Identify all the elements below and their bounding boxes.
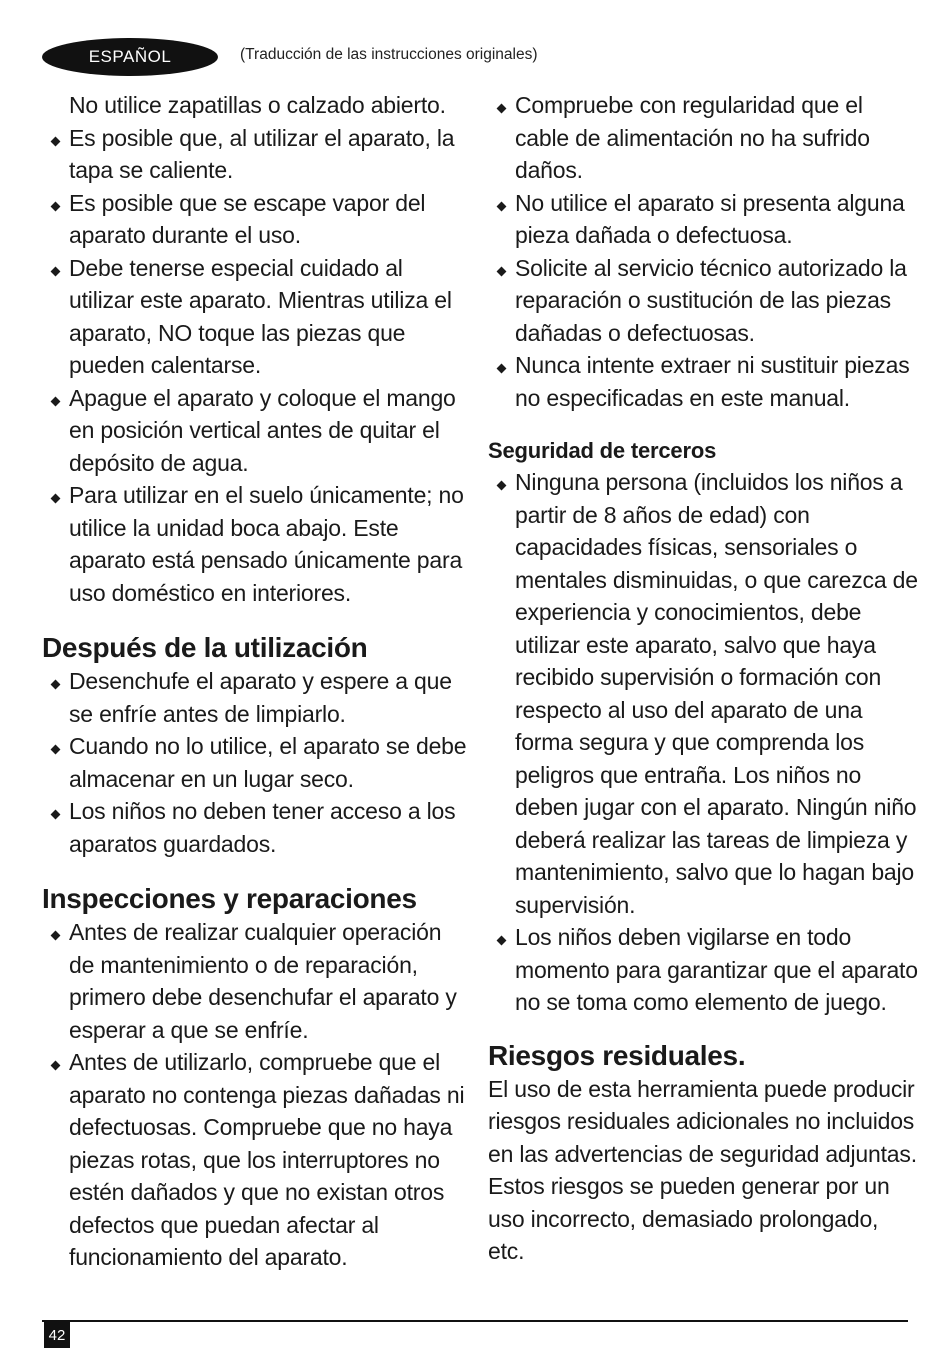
diamond-bullet-icon: [497, 201, 507, 211]
list-item: [488, 187, 918, 252]
language-badge: ESPAÑOL: [42, 38, 218, 76]
list-item: [42, 479, 470, 609]
list-item: [488, 921, 918, 1019]
list-item: [42, 252, 470, 382]
list-item: [488, 252, 918, 350]
diamond-bullet-icon: [51, 931, 61, 941]
list-item: [488, 349, 918, 414]
diamond-bullet-icon: [51, 201, 61, 211]
list-item-text: Los niños no deben tener acceso a los aparatos guardados.: [69, 798, 456, 857]
list-item: [42, 382, 470, 480]
diamond-bullet-icon: [497, 364, 507, 374]
diamond-bullet-icon: [51, 1061, 61, 1071]
diamond-bullet-icon: [51, 266, 61, 276]
list-item: [42, 916, 470, 1046]
list-item-text: Antes de realizar cualquier operación de mantenimiento o de reparación, primero debe desenchufar el aparato y esperar a que se enfríe.: [69, 919, 457, 1043]
list-item: [42, 795, 470, 860]
right-column: [488, 89, 918, 1268]
diamond-bullet-icon: [51, 396, 61, 406]
list-item-text: Compruebe con regularidad que el cable de alimentación no ha sufrido daños.: [515, 92, 870, 183]
list-item-text: Antes de utilizarlo, compruebe que el aparato no contenga piezas dañadas ni defectuosas. Compruebe que no haya piezas rotas, que los interruptores no estén dañados y que no existan otros defectos que puedan afectar al funcionamiento del aparato.: [69, 1049, 465, 1270]
list-item-text: Debe tenerse especial cuidado al utilizar este aparato. Mientras utiliza el aparato, NO toque las piezas que pueden calentarse.: [69, 254, 452, 378]
diamond-bullet-icon: [51, 136, 61, 146]
section-heading-inspections: Inspecciones y reparaciones: [42, 883, 417, 914]
footer-rule: [42, 1320, 908, 1322]
list-item-text: Para utilizar en el suelo únicamente; no utilice la unidad boca abajo. Este aparato está pensado únicamente para uso doméstico en interiores.: [69, 482, 464, 606]
list-item-text: Los niños deben vigilarse en todo momento para garantizar que el aparato no se toma como elemento de juego.: [515, 924, 918, 1015]
diamond-bullet-icon: [497, 481, 507, 491]
list-item: [42, 665, 470, 730]
diamond-bullet-icon: [51, 810, 61, 820]
section-heading-after-use: Después de la utilización: [42, 632, 368, 663]
list-item-text: Es posible que, al utilizar el aparato, la tapa se caliente.: [69, 124, 455, 183]
list-item: [42, 730, 470, 795]
list-item-text: No utilice el aparato si presenta alguna pieza dañada o defectuosa.: [515, 189, 905, 248]
list-item: [42, 187, 470, 252]
diamond-bullet-icon: [51, 494, 61, 504]
list-item-text: Cuando no lo utilice, el aparato se debe almacenar en un lugar seco.: [69, 733, 467, 792]
diamond-bullet-icon: [51, 680, 61, 690]
list-item: [42, 1046, 470, 1274]
list-item-text: Solicite al servicio técnico autorizado la reparación o sustitución de las piezas dañadas o defectuosas.: [515, 254, 907, 346]
section-heading-residual-risks: Riesgos residuales.: [488, 1039, 746, 1071]
list-item-text: Es posible que se escape vapor del aparato durante el uso.: [69, 189, 426, 248]
list-item-text: Desenchufe el aparato y espere a que se enfríe antes de limpiarlo.: [69, 668, 452, 727]
list-item: [42, 122, 470, 187]
diamond-bullet-icon: [497, 936, 507, 946]
list-item: [488, 89, 918, 187]
page-number: 42: [44, 1322, 70, 1348]
diamond-bullet-icon: [497, 266, 507, 276]
translation-subtitle: (Traducción de las instrucciones originales): [240, 46, 538, 63]
list-item-text: Ninguna persona (incluidos los niños a partir de 8 años de edad) con capacidades físicas, sensoriales o mentales disminuidas, o que carezca de experiencia y conocimientos, debe utilizar este aparato, salvo que haya recibido supervisión o formación con respecto al uso del aparato de una forma segura y que comprenda los peligros que entraña. Los niños no deben jugar con el aparato. Ningún niño deberá realizar las tareas de limpieza y mantenimiento, salvo que lo hagan bajo supervisión.: [515, 469, 918, 918]
intro-line: No utilice zapatillas o calzado abierto.: [69, 92, 446, 118]
list-item-text: Nunca intente extraer ni sustituir piezas no especificadas en este manual.: [515, 352, 910, 411]
diamond-bullet-icon: [51, 745, 61, 755]
residual-risks-paragraph: El uso de esta herramienta puede producir riesgos residuales adicionales no incluidos en las advertencias de seguridad adjuntas. Estos riesgos se pueden generar por un uso incorrecto, demasiado prolongado, etc.: [488, 1075, 917, 1264]
left-column: [42, 89, 470, 1274]
section-heading-third-party: Seguridad de terceros: [488, 438, 717, 463]
list-item: [488, 466, 918, 921]
diamond-bullet-icon: [497, 104, 507, 114]
list-item-text: Apague el aparato y coloque el mango en posición vertical antes de quitar el depósito de agua.: [69, 384, 456, 476]
